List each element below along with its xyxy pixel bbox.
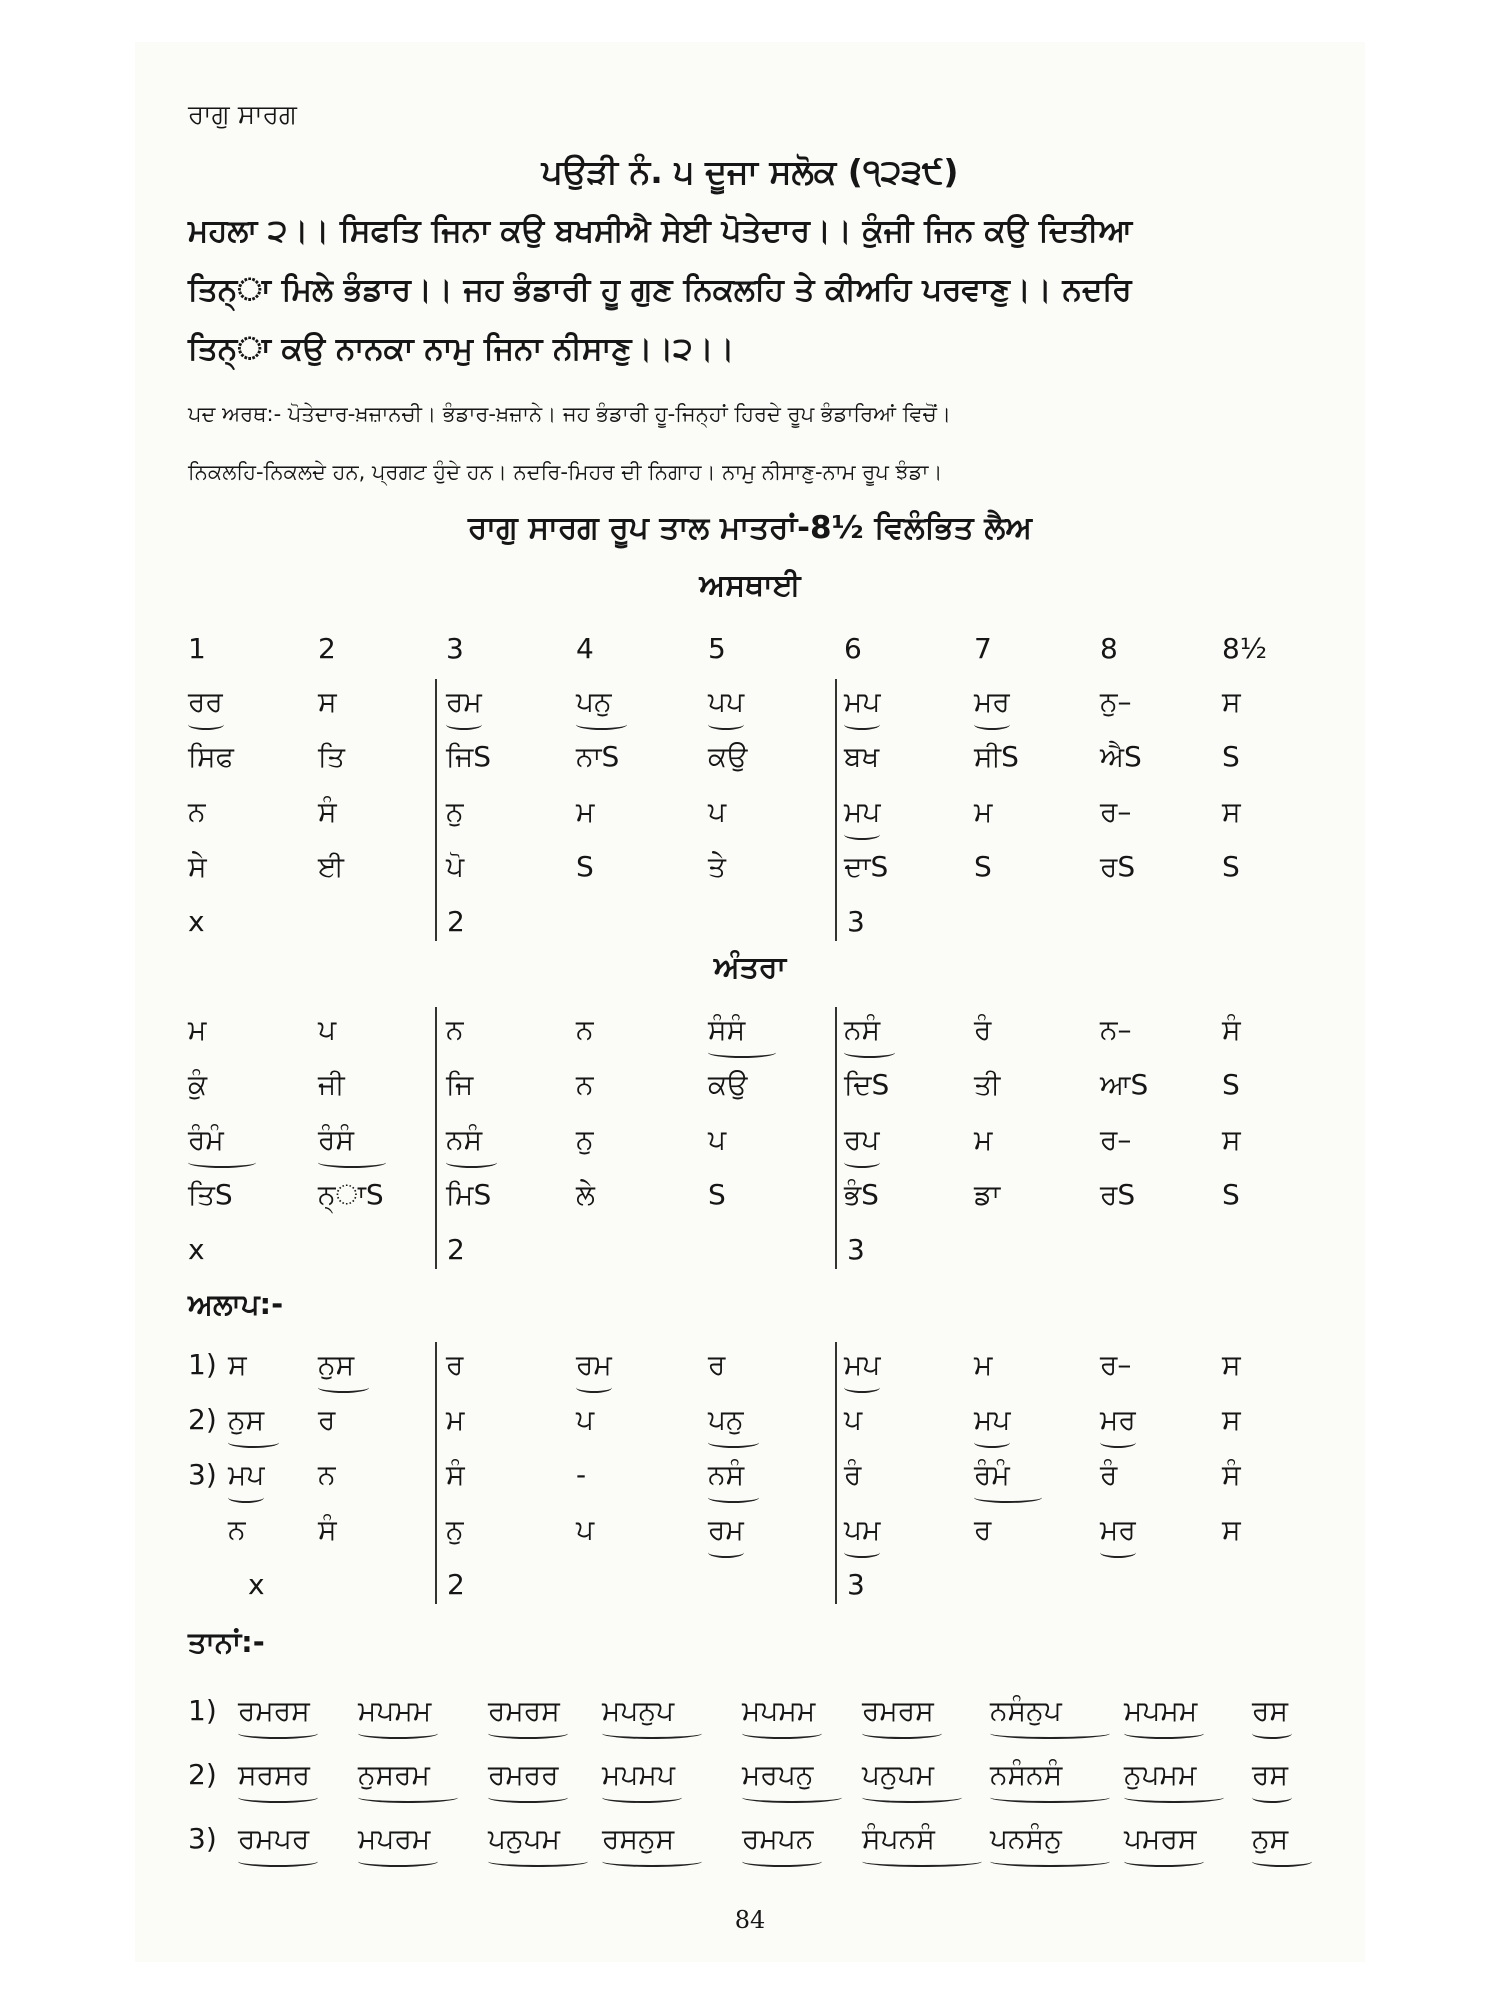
swar-cell: ਸੇ — [188, 850, 207, 883]
swar-cell: ਦਿS — [844, 1068, 890, 1101]
beat-number: 7 — [974, 632, 992, 665]
meend-underline — [446, 1157, 497, 1168]
taan-group: ਰਮਪਰ — [238, 1822, 310, 1855]
swar-cell: ਸ — [318, 685, 337, 718]
swar-cell: ਰ — [708, 1348, 726, 1381]
meend-underline — [188, 719, 224, 730]
swar-cell: ਰੰਸੰ — [318, 1123, 355, 1156]
meend-underline — [238, 1792, 318, 1803]
swar-cell: S — [1222, 1178, 1240, 1211]
meend-underline — [602, 1856, 702, 1867]
book-page — [135, 42, 1365, 1962]
page-number: 84 — [734, 1906, 766, 1934]
taan-group: ਸੰਪਨਸੰ — [862, 1822, 935, 1855]
swar-cell: S — [1222, 850, 1240, 883]
swar-cell: ਰਮ — [708, 1513, 744, 1546]
swar-cell: ਤੀ — [974, 1068, 1001, 1101]
swar-cell: ਰਮ — [446, 685, 482, 718]
swar-cell: ਮਪ — [228, 1458, 265, 1491]
swar-cell: ਪ — [576, 1513, 595, 1546]
beat-number: 2 — [318, 632, 336, 665]
taal-marker: 2 — [447, 905, 465, 938]
swar-cell: ਮਰ — [974, 685, 1010, 718]
swar-cell: ਰੰਮੰ — [188, 1123, 224, 1156]
swar-cell: ਮ — [188, 1013, 207, 1046]
taal-marker: x — [248, 1568, 265, 1601]
meend-underline — [990, 1792, 1110, 1803]
meend-underline — [488, 1792, 568, 1803]
meend-underline — [974, 719, 1010, 730]
swar-cell: ਸ — [1222, 1513, 1241, 1546]
swar-cell: ਨਾS — [576, 740, 620, 773]
alaap-number: 2) — [188, 1403, 217, 1436]
vibhag-bar — [835, 1342, 837, 1604]
swar-cell: ਪ — [576, 1403, 595, 1436]
swar-cell: ਕਉ — [708, 1068, 748, 1101]
swar-cell: ਰੰ — [844, 1458, 862, 1491]
meend-underline — [844, 1157, 880, 1168]
meend-underline — [862, 1728, 942, 1739]
meend-underline — [844, 1382, 880, 1393]
swar-cell: ਪੋ — [446, 850, 465, 883]
meend-underline — [742, 1728, 822, 1739]
alaap-number: 1) — [188, 1348, 217, 1381]
taal-marker: x — [188, 905, 205, 938]
swar-cell: ਨੁਸ — [228, 1403, 265, 1436]
swar-cell: ਕਉ — [708, 740, 748, 773]
swar-cell: ਸਿਫ — [188, 740, 234, 773]
taan-group: ਰਮਰਰ — [488, 1758, 559, 1791]
swar-cell: ਮ — [576, 795, 595, 828]
swar-cell: ਮ — [974, 795, 993, 828]
swar-cell: ਸ — [1222, 1348, 1241, 1381]
swar-cell: ਜਿS — [446, 740, 492, 773]
swar-cell: ਸੰ — [446, 1458, 465, 1491]
swar-cell: ਤੇ — [708, 850, 726, 883]
meend-underline — [742, 1856, 822, 1867]
word-meaning-line-1: ਪਦ ਅਰਥ:- ਪੋਤੇਦਾਰ-ਖ਼ਜ਼ਾਨਚੀ। ਭੰਡਾਰ-ਖ਼ਜ਼ਾਨੇ। ਜਹ ਭੰਡਾਰੀ ਹੂ-ਜਿਨ੍ਹਾਂ ਹਿਰਦੇ ਰੂਪ ਭੰਡਾਰਿਆਂ ਵਿਚੋਂ। — [188, 402, 951, 426]
swar-cell: ਸ — [1222, 795, 1241, 828]
swar-cell: ਭੰS — [844, 1178, 879, 1211]
swar-cell: ਰੰਮੰ — [974, 1458, 1010, 1491]
beat-number: 8½ — [1222, 632, 1267, 665]
swar-cell: ਸੰ — [318, 1513, 337, 1546]
swar-cell: ਰੰ — [974, 1013, 992, 1046]
swar-cell: ਨ — [576, 1068, 594, 1101]
taal-marker: 3 — [847, 1233, 865, 1266]
swar-cell: S — [1222, 740, 1240, 773]
swar-cell: ਪ — [844, 1403, 863, 1436]
vibhag-bar — [435, 1342, 437, 1604]
meend-underline — [862, 1792, 962, 1803]
swar-cell: ਨੁ — [576, 1123, 594, 1156]
swar-cell: ਰS — [1100, 1178, 1136, 1211]
swar-cell: S — [576, 850, 594, 883]
swar-cell: ਨਸੰ — [446, 1123, 483, 1156]
meend-underline — [1100, 1437, 1136, 1448]
swar-cell: ਨੁ — [446, 1513, 464, 1546]
swar-cell: ਰੰ — [1100, 1458, 1118, 1491]
taan-group: ਪਨੁਪਮ — [488, 1822, 561, 1855]
meend-underline — [228, 1492, 264, 1503]
swar-cell: ਰ– — [1100, 1348, 1132, 1381]
swar-cell: ਪਨੁ — [576, 685, 612, 718]
meend-underline — [238, 1856, 318, 1867]
taan-number: 1) — [188, 1694, 217, 1727]
taal-marker: 2 — [447, 1568, 465, 1601]
meend-underline — [844, 719, 880, 730]
meend-underline — [1124, 1856, 1204, 1867]
swar-cell: ਈ — [318, 850, 344, 883]
beat-number: 1 — [188, 632, 206, 665]
swar-cell: ਨੁ — [446, 795, 464, 828]
taal-marker: 3 — [847, 1568, 865, 1601]
meend-underline — [708, 719, 744, 730]
vibhag-bar — [435, 1007, 437, 1269]
swar-cell: ਐS — [1100, 740, 1142, 773]
swar-cell: ਨਸੰ — [708, 1458, 745, 1491]
taan-group: ਪਨੁਪਮ — [862, 1758, 935, 1791]
alaap-number: 3) — [188, 1458, 217, 1491]
swar-cell: ਸੀS — [974, 740, 1019, 773]
swar-cell: ਬਖ — [844, 740, 880, 773]
swar-cell: S — [708, 1178, 726, 1211]
swar-cell: ਤਿS — [188, 1178, 233, 1211]
swar-cell: ਰ– — [1100, 1123, 1132, 1156]
swar-cell: ਸੰ — [1222, 1013, 1241, 1046]
meend-underline — [188, 1157, 256, 1168]
meend-underline — [238, 1728, 318, 1739]
taan-group: ਮਪਮਮ — [742, 1694, 816, 1727]
swar-cell: ਪਨੁ — [708, 1403, 744, 1436]
swar-cell: ਮਪ — [844, 685, 881, 718]
alaap-label: ਅਲਾਪ:- — [188, 1287, 284, 1321]
swar-cell: ਦਾS — [844, 850, 889, 883]
page-header: ਰਾਗੁ ਸਾਰਗ — [188, 100, 297, 130]
taan-group: ਰਮਰਸ — [488, 1694, 560, 1727]
meend-underline — [990, 1856, 1110, 1867]
taan-group: ਰਸ — [1252, 1758, 1289, 1791]
taan-group: ਪਮਰਸ — [1124, 1822, 1197, 1855]
taal-marker: 2 — [447, 1233, 465, 1266]
meend-underline — [602, 1728, 702, 1739]
swar-cell: ਮਰ — [1100, 1513, 1136, 1546]
swar-cell: ਪਪ — [708, 685, 745, 718]
taan-group: ਨਸੰਨਸੰ — [990, 1758, 1063, 1791]
swar-cell: ਤਿ — [318, 740, 345, 773]
swar-cell: ਰ– — [1100, 795, 1132, 828]
vibhag-bar — [835, 679, 837, 941]
asthai-heading: ਅਸਥਾਈ — [699, 568, 801, 603]
taal-marker: 3 — [847, 905, 865, 938]
meend-underline — [1100, 1547, 1136, 1558]
swar-cell: ਰਪ — [844, 1123, 880, 1156]
swar-cell: ਨ — [446, 1013, 464, 1046]
swar-cell: ਮ — [446, 1403, 465, 1436]
meend-underline — [708, 1437, 759, 1448]
meend-underline — [1252, 1728, 1292, 1739]
taan-group: ਰਮਰਸ — [862, 1694, 934, 1727]
swar-cell: ਰS — [1100, 850, 1136, 883]
meend-underline — [318, 1157, 386, 1168]
swar-cell: ਪ — [708, 795, 727, 828]
meend-underline — [576, 1382, 612, 1393]
meend-underline — [358, 1728, 438, 1739]
vibhag-bar — [835, 1007, 837, 1269]
beat-number: 6 — [844, 632, 862, 665]
vibhag-bar — [435, 679, 437, 941]
section-title: ਪਉੜੀ ਨੰ. ੫ ਦੂਜਾ ਸਲੋਕ (੧੨੩੯) — [541, 152, 959, 191]
swar-cell: ਮ — [974, 1348, 993, 1381]
raag-taal-heading: ਰਾਗੁ ਸਾਰਗ ਰੂਪ ਤਾਲ ਮਾਤਰਾਂ-8½ ਵਿਲੰਭਿਤ ਲੈਅ — [467, 510, 1032, 546]
swar-cell: ਪਮ — [844, 1513, 881, 1546]
taan-group: ਮਪਮਮ — [1124, 1694, 1198, 1727]
meend-underline — [228, 1437, 279, 1448]
swar-cell: ਨ੍ਾS — [318, 1178, 384, 1211]
meend-underline — [358, 1792, 458, 1803]
swar-cell: ਪ — [318, 1013, 337, 1046]
swar-cell: ਸ — [1222, 1403, 1241, 1436]
meend-underline — [862, 1856, 982, 1867]
taan-group: ਸਰਸਰ — [238, 1758, 311, 1791]
taan-group: ਮਪਮਪ — [602, 1758, 675, 1791]
antra-heading: ਅੰਤਰਾ — [713, 950, 787, 985]
taan-group: ਰਮਪਨ — [742, 1822, 814, 1855]
swar-cell: ਨ — [228, 1513, 246, 1546]
swar-cell: ਰ — [974, 1513, 992, 1546]
meend-underline — [974, 1492, 1042, 1503]
meend-underline — [576, 719, 627, 730]
swar-cell: ਸ — [228, 1348, 247, 1381]
meend-underline — [974, 1437, 1010, 1448]
meend-underline — [844, 1047, 895, 1058]
verse-line-1: ਮਹਲਾ ੨।। ਸਿਫਤਿ ਜਿਨਾ ਕਉ ਬਖਸੀਐ ਸੇਈ ਪੋਤੇਦਾਰ।। ਕੁੰਜੀ ਜਿਨ ਕਉ ਦਿਤੀਆ — [188, 213, 1133, 249]
swar-cell: ਜੀ — [318, 1068, 345, 1101]
beat-number: 4 — [576, 632, 594, 665]
swar-cell: ਰਰ — [188, 685, 223, 718]
taan-group: ਮਰਪਨੁ — [742, 1758, 814, 1791]
swar-cell: ਰ — [318, 1403, 336, 1436]
swar-cell: ਮ — [974, 1123, 993, 1156]
swar-cell: ਸੰਸੰ — [708, 1013, 746, 1046]
swar-cell: ਮਰ — [1100, 1403, 1136, 1436]
word-meaning-line-2: ਨਿਕਲਹਿ-ਨਿਕਲਦੇ ਹਨ, ਪ੍ਰਗਟ ਹੁੰਦੇ ਹਨ। ਨਦਰਿ-ਮਿਹਰ ਦੀ ਨਿਗਾਹ। ਨਾਮੁ ਨੀਸਾਣੁ-ਨਾਮ ਰੂਪ ਝੰਡਾ। — [188, 460, 943, 484]
swar-cell: ਸੰ — [1222, 1458, 1241, 1491]
taal-marker: x — [188, 1233, 205, 1266]
swar-cell: ਮਿS — [446, 1178, 492, 1211]
swar-cell: ਮਪ — [844, 795, 881, 828]
verse-line-2: ਤਿਨ੍ਾ ਮਿਲੇ ਭੰਡਾਰ।। ਜਹ ਭੰਡਾਰੀ ਹੂ ਗੁਣ ਨਿਕਲਹਿ ਤੇ ਕੀਅਹਿ ਪਰਵਾਣੁ।। ਨਦਰਿ — [188, 272, 1132, 308]
meend-underline — [358, 1856, 438, 1867]
swar-cell: S — [1222, 1068, 1240, 1101]
swar-cell: ਨਸੰ — [844, 1013, 881, 1046]
swar-cell: ਨ — [188, 795, 206, 828]
swar-cell: ਆS — [1100, 1068, 1149, 1101]
meend-underline — [742, 1792, 842, 1803]
taan-group: ਮਪਨੁਪ — [602, 1694, 675, 1727]
beat-number: 5 — [708, 632, 726, 665]
swar-cell: ਸੰ — [318, 795, 337, 828]
swar-cell: ਨੁ– — [1100, 685, 1132, 718]
taan-group: ਨਸੰਨੁਪ — [990, 1694, 1062, 1727]
meend-underline — [844, 829, 880, 840]
swar-cell: - — [576, 1458, 587, 1491]
meend-underline — [708, 1047, 776, 1058]
swar-cell: ਮਪ — [844, 1348, 881, 1381]
taanaan-label: ਤਾਨਾਂ:- — [188, 1625, 265, 1659]
meend-underline — [1252, 1856, 1312, 1867]
swar-cell: ਮਪ — [974, 1403, 1011, 1436]
taan-group: ਰਸ — [1252, 1694, 1289, 1727]
beat-number: 8 — [1100, 632, 1118, 665]
swar-cell: ਨੁਸ — [318, 1348, 355, 1381]
meend-underline — [990, 1728, 1110, 1739]
meend-underline — [446, 719, 482, 730]
meend-underline — [708, 1547, 744, 1558]
meend-underline — [844, 1547, 880, 1558]
taan-group: ਮਪਰਮ — [358, 1822, 431, 1855]
meend-underline — [1252, 1792, 1292, 1803]
swar-cell: ਨ — [318, 1458, 336, 1491]
swar-cell: ਰ — [446, 1348, 464, 1381]
swar-cell: ਰਮ — [576, 1348, 612, 1381]
taan-group: ਮਪਮਮ — [358, 1694, 432, 1727]
swar-cell: ਲੇ — [576, 1178, 595, 1211]
taan-number: 3) — [188, 1822, 217, 1855]
verse-line-3: ਤਿਨ੍ਾ ਕਉ ਨਾਨਕਾ ਨਾਮੁ ਜਿਨਾ ਨੀਸਾਣੁ।।੨।। — [188, 331, 735, 367]
taan-group: ਨੁਸ — [1252, 1822, 1289, 1855]
beat-number: 3 — [446, 632, 464, 665]
taan-group: ਰਸਨੁਸ — [602, 1822, 675, 1855]
taan-number: 2) — [188, 1758, 217, 1791]
taan-group: ਨੁਪਮਮ — [1124, 1758, 1197, 1791]
meend-underline — [488, 1728, 568, 1739]
taan-group: ਪਨਸੰਨੁ — [990, 1822, 1062, 1855]
meend-underline — [602, 1792, 682, 1803]
swar-cell: ਪ — [708, 1123, 727, 1156]
swar-cell: ਸ — [1222, 1123, 1241, 1156]
meend-underline — [318, 1382, 369, 1393]
swar-cell: ਡਾ — [974, 1178, 1001, 1211]
swar-cell: ਸ — [1222, 685, 1241, 718]
meend-underline — [708, 1492, 759, 1503]
taan-group: ਰਮਰਸ — [238, 1694, 310, 1727]
swar-cell: ਨ — [576, 1013, 594, 1046]
swar-cell: ਜਿ — [446, 1068, 474, 1101]
swar-cell: S — [974, 850, 992, 883]
meend-underline — [1124, 1728, 1204, 1739]
meend-underline — [488, 1856, 588, 1867]
taan-group: ਨੁਸਰਮ — [358, 1758, 430, 1791]
swar-cell: ਕੁੰ — [188, 1068, 208, 1101]
swar-cell: ਨ– — [1100, 1013, 1132, 1046]
meend-underline — [1124, 1792, 1224, 1803]
